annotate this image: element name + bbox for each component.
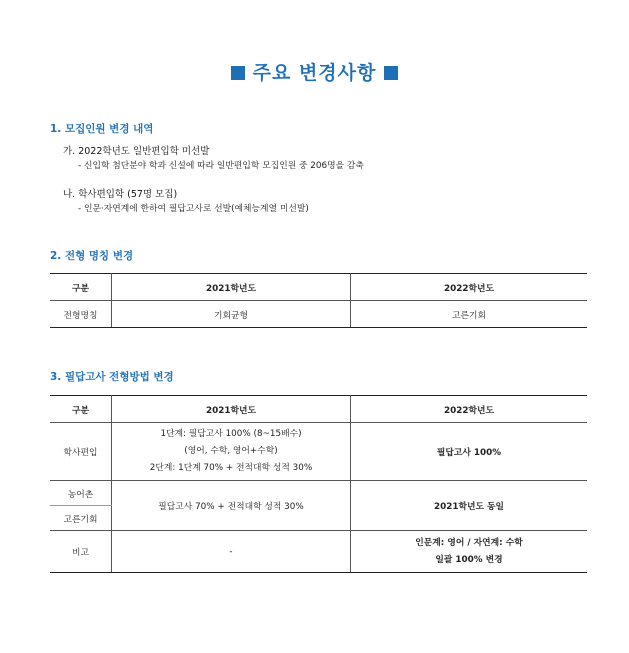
section1-item-b-bullet: - 인문·자연계에 한하여 필답고사로 선발(예체능계열 미선발) (78, 204, 309, 214)
cell-line: 인문계: 영어 / 자연계: 수학 (415, 537, 523, 548)
table-cell (351, 531, 588, 573)
table-header-cell: 2021학년도 (112, 396, 351, 423)
square-bullet-icon (384, 66, 398, 80)
table-cell (112, 423, 351, 481)
table-cell: 필답고사 70% + 전적대학 성적 30% (112, 481, 351, 531)
section1-heading: 1. 모집인원 변경 내역 (50, 123, 154, 135)
cell-line: 1단계: 필답고사 100% (8~15배수) (160, 429, 302, 439)
section1-item-b: 나. 학사편입학 (57명 모집) (63, 189, 178, 200)
table-header-cell: 2022학년도 (351, 396, 588, 423)
table-cell: 고른기회 (50, 506, 112, 531)
table-row (50, 301, 587, 328)
table-cell: 전형명칭 (50, 301, 112, 328)
table-row (50, 531, 587, 573)
cell-line: 일괄 100% 변경 (435, 554, 503, 565)
table-cell: 고른기회 (351, 301, 588, 328)
table-header-cell: 2021학년도 (112, 274, 351, 301)
exam-method-table (50, 395, 587, 573)
table-cell: 2021학년도 동일 (351, 481, 588, 531)
name-change-table (50, 273, 587, 328)
table-header-cell: 구분 (50, 274, 112, 301)
section2-heading: 2. 전형 명칭 변경 (50, 250, 134, 262)
table-cell: 학사편입 (50, 423, 112, 481)
table-header-cell: 구분 (50, 396, 112, 423)
table-row (50, 481, 587, 506)
square-bullet-icon (231, 66, 245, 80)
page-title-text: 주요 변경사항 (252, 62, 377, 84)
table-cell: 필답고사 100% (351, 423, 588, 481)
table-cell: 농어촌 (50, 481, 112, 506)
page-title (0, 58, 629, 85)
table-header-cell: 2022학년도 (351, 274, 588, 301)
section3-heading: 3. 필답고사 전형방법 변경 (50, 371, 174, 383)
table-cell: 기회균형 (112, 301, 351, 328)
section1-item-a: 가. 2022학년도 일반편입학 미선발 (63, 146, 210, 157)
table-header-row (50, 396, 587, 423)
table-cell: - (112, 531, 351, 573)
cell-line: 2단계: 1단계 70% + 전적대학 성적 30% (149, 463, 313, 473)
cell-line: (영어, 수학, 영어+수학) (184, 446, 278, 456)
table-row (50, 423, 587, 481)
table-cell: 비고 (50, 531, 112, 573)
table-header-row (50, 274, 587, 301)
section1-item-a-bullet: - 신입학 첨단분야 학과 신설에 따라 일반편입학 모집인원 중 206명을 감축 (78, 161, 364, 171)
